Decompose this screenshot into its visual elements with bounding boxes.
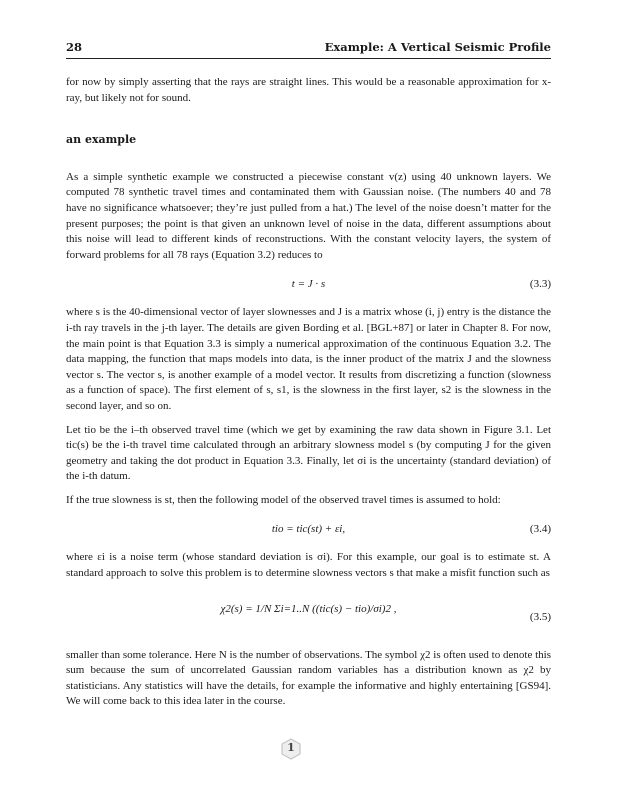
equation-3-3 — [66, 271, 551, 301]
page-number-label: 1 — [287, 741, 295, 754]
paragraph-noise: where εi is a noise term (whose standard deviation is σi). For this example, our goal is to estimate st. A standard approach to solve this problem is to determine slowness vectors s that make a misfit function such as — [66, 551, 551, 580]
paragraph-intro: for now by simply asserting that the rays are straight lines. This would be a reasonable approximation for x-ray, but likely not for sound. — [66, 76, 551, 104]
equation-3-5 — [66, 590, 551, 644]
equation-body: t = J · s — [291, 278, 326, 291]
equation-body: tio = tic(st) + εi, — [271, 523, 346, 536]
paragraph-chi-square: smaller than some tolerance. Here N is the number of observations. The symbol χ2 is often used to denote this sum because the sum of uncorrelated Gaussian random variables has a distribution known as χ2 by statisticians. Any statistics will have the details, for example the informative and highly entertaining [GS94]. We will come back to this idea later in the course. — [66, 648, 551, 708]
paragraph-matrix: where s is the 40-dimensional vector of layer slownesses and J is a matrix whose (i, j) entry is the distance the i-th ray travels in the j-th layer. The details are given Bording et al. [BGL+87] or later in Chapter 8. For now, the main point is that Equation 3.3 is simply a numerical approximation of the continuous Equation 3.2. The data mapping, the function that maps models into data, is the inner product of the matrix J and the slowness vector s. The vector s, is another example of a model vector. It results from discretizing a function (slowness as a function of space). The first element of s, s1, is the slowness in the first layer, s2 is the slowness in the second layer, and so on. — [66, 306, 551, 412]
equation-body: χ2(s) = 1/N Σi=1..N ((tic(s) − tio)/σi)2 , — [220, 602, 397, 615]
equation-number: (3.4) — [529, 523, 551, 536]
equation-3-4 — [66, 516, 551, 546]
header-rule — [66, 58, 551, 59]
running-header — [66, 40, 551, 56]
equation-number: (3.3) — [529, 278, 551, 291]
body-text — [66, 75, 551, 718]
paragraph-true-slowness: If the true slowness is st, then the following model of the observed travel times is assumed to hold: — [66, 493, 501, 506]
page-number-badge — [281, 738, 301, 760]
section-heading: an example — [66, 133, 137, 147]
running-title: Example: A Vertical Seismic Profile — [324, 40, 551, 54]
equation-number: (3.5) — [529, 610, 551, 623]
page-number: 28 — [66, 40, 83, 54]
paragraph-travel-time: Let tio be the i–th observed travel time (which we get by examining the raw data shown in Figure 3.1. Let tic(s) be the i-th travel time calculated through an arbitrary slowness model s (by computing J for the given geometry and taking the dot product in Equation 3.3. Finally, let σi is the uncertainty (standard deviation) of the i-th datum. — [66, 423, 551, 483]
paragraph-example: As a simple synthetic example we constructed a piecewise constant v(z) using 40 unknown layers. We computed 78 synthetic travel times and contaminated them with Gaussian noise. (The numbers 40 and 78 have no significance whatsoever; they’re just pulled from a hat.) The level of the noise doesn’t matter for the present purposes; the point is that given an unknown level of noise in the data, different assumptions about this noise will lead to different kinds of reconstructions. With the constant velocity layers, the system of forward problems for all 78 rays (Equation 3.2) reduces to — [66, 170, 551, 261]
